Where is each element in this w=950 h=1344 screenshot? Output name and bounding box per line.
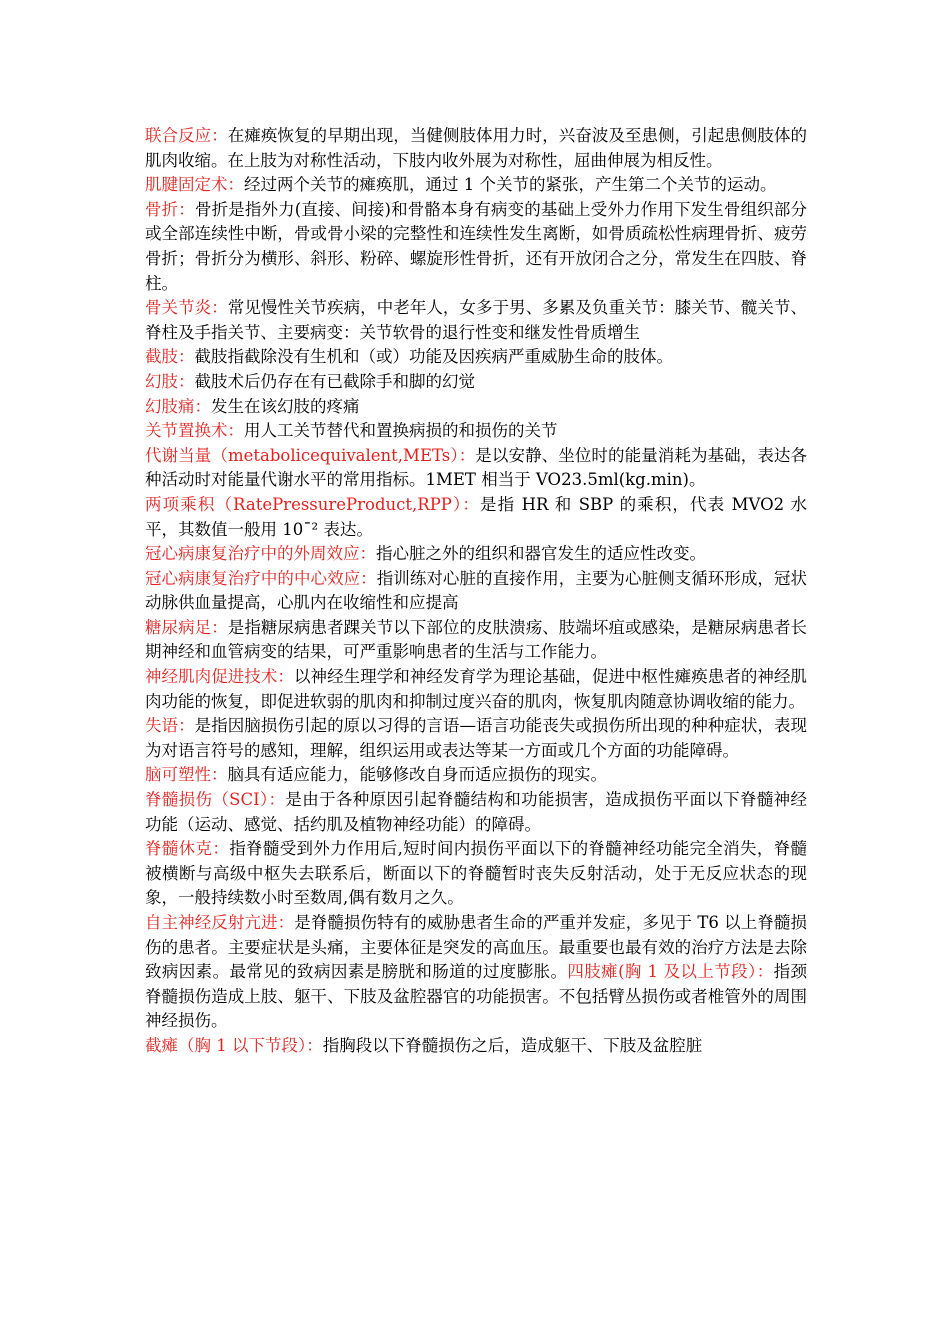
term-definition: 脑具有适应能力，能够修改自身而适应损伤的现实。 [227, 765, 607, 785]
term-label: 失语： [145, 716, 195, 736]
entry-spinal-shock [145, 837, 807, 911]
term-definition: 经过两个关节的瘫痪肌，通过 1 个关节的紧张，产生第二个关节的运动。 [244, 175, 777, 195]
term-definition: 常见慢性关节疾病，中老年人，女多于男、多累及负重关节：膝关节、髋关节、脊柱及手指关节、主要病变：关节软骨的退行性变和继发性骨质增生 [145, 298, 808, 342]
entry-phantom-limb-pain [145, 395, 807, 420]
term-label: 截肢： [145, 347, 195, 367]
term-label: 糖尿病足： [145, 617, 228, 637]
term-label: 骨折： [145, 199, 195, 219]
term-label: 自主神经反射亢进： [145, 913, 295, 932]
entry-amputation [145, 345, 807, 370]
entry-tenodesis [145, 173, 807, 198]
term-label: 脑可塑性： [145, 765, 228, 785]
entry-aphasia [145, 714, 807, 763]
term-definition: 以神经生理学和神经发育学为理论基础，促进中枢性瘫痪患者的神经肌肉功能的恢复，即促进软弱的肌肉和抑制过度兴奋的肌肉，恢复肌肉随意协调收缩的能力。 [145, 667, 808, 711]
term-label: 代谢当量（metabolicequivalent,METs）： [145, 445, 476, 465]
entry-paraplegia [145, 1034, 807, 1059]
term-label: 肌腱固定术： [145, 175, 244, 195]
entry-spinal-cord-injury [145, 788, 807, 837]
term-definition: 是指 HR 和 SBP 的乘积，代表 MVO2 水平，其数值一般用 10ˉ² 表达。 [145, 494, 808, 539]
entry-central-effect [145, 567, 807, 616]
term-definition: 是由于各种原因引起脊髓结构和功能损害，造成损伤平面以下脊髓神经功能（运动、感觉、括约肌及植物神经功能）的障碍。 [145, 790, 807, 834]
term-definition: 发生在该幻肢的疼痛 [211, 396, 360, 416]
entry-rpp [145, 493, 807, 542]
term-definition: 是以安静、坐位时的能量消耗为基础，表达各种活动时对能量代谢水平的常用指标。1MET 相当于 VO23.5ml(kg.min)。 [145, 445, 808, 490]
term-label: 脊髓损伤（SCI）： [145, 790, 286, 810]
term-definition: 是脊髓损伤特有的威胁患者生命的严重并发症，多见于 T6 以上脊髓损伤的患者。主要症状是头痛，主要体征是突发的高血压。最重要也最有效的治疗方法是去除致病因素。最常见的致病因素是膀胱和肠道的过度膨胀。 [145, 913, 808, 982]
term-definition-tetraplegia: 指颈脊髓损伤造成上肢、躯干、下肢及盆腔器官的功能损害。不包括臂丛损伤或者椎管外的周围神经损伤。 [145, 962, 808, 1031]
entry-phantom-limb [145, 370, 807, 395]
term-label: 联合反应： [145, 126, 228, 145]
term-label: 骨关节炎： [145, 298, 228, 318]
entry-osteoarthritis [145, 296, 807, 345]
term-label: 两项乘积（RatePressureProduct,RPP）： [145, 494, 480, 514]
entry-joint-replacement [145, 419, 807, 444]
term-label: 冠心病康复治疗中的中心效应： [145, 568, 377, 588]
entry-autonomic-dysreflexia [145, 911, 807, 1034]
term-definition: 用人工关节替代和置换病损的和损伤的关节 [244, 421, 558, 441]
entry-mets [145, 444, 807, 493]
entry-neuromuscular-facilitation [145, 665, 807, 714]
term-definition: 指训练对心脏的直接作用，主要为心脏侧支循环形成，冠状动脉供血量提高，心肌内在收缩性和应提高 [145, 568, 808, 613]
term-definition: 截肢术后仍存在有已截除手和脚的幻觉 [194, 371, 475, 391]
term-definition: 指脊髓受到外力作用后,短时间内损伤平面以下的脊髓神经功能完全消失，脊髓被横断与高级中枢失去联系后，断面以下的脊髓暂时丧失反射活动，处于无反应状态的现象，一般持续数小时至数周,偶有数月之久。 [145, 839, 807, 908]
term-definition: 截肢指截除没有生机和（或）功能及因疾病严重威胁生命的肢体。 [194, 347, 673, 367]
glossary-text [145, 124, 807, 1059]
term-label-tetraplegia: 四肢瘫(胸 1 及以上节段）： [567, 962, 774, 982]
term-label: 截瘫（胸 1 以下节段）： [145, 1035, 323, 1055]
entry-fracture [145, 198, 807, 296]
term-label: 幻肢： [145, 371, 195, 391]
term-label: 脊髓休克： [145, 839, 230, 859]
term-definition: 指胸段以下脊髓损伤之后，造成躯干、下肢及盆腔脏 [322, 1035, 703, 1055]
entry-associated-reaction [145, 124, 807, 173]
entry-brain-plasticity [145, 763, 807, 788]
term-definition: 是指因脑损伤引起的原以习得的言语—语言功能丧失或损伤所出现的种种症状，表现为对语言符号的感知，理解，组织运用或表达等某一方面或几个方面的功能障碍。 [145, 716, 808, 760]
term-definition: 是指糖尿病患者踝关节以下部位的皮肤溃疡、肢端坏疽或感染，是糖尿病患者长期神经和血管病变的结果，可严重影响患者的生活与工作能力。 [145, 617, 808, 662]
term-definition: 在瘫痪恢复的早期出现，当健侧肢体用力时，兴奋波及至患侧，引起患侧肢体的肌肉收缩。在上肢为对称性活动，下肢内收外展为对称性，屈曲伸展为相反性。 [145, 126, 808, 170]
entry-diabetic-foot [145, 616, 807, 665]
term-label: 冠心病康复治疗中的外周效应： [145, 544, 376, 564]
entry-peripheral-effect [145, 542, 807, 567]
term-label: 关节置换术： [145, 421, 244, 441]
term-definition: 指心脏之外的组织和器官发生的适应性改变。 [376, 544, 706, 564]
term-definition: 骨折是指外力(直接、间接)和骨骼本身有病变的基础上受外力作用下发生骨组织部分或全部连续性中断，骨或骨小梁的完整性和连续性发生离断，如骨质疏松性病理骨折、疲劳骨折；骨折分为横形、斜形、粉碎、螺旋形性骨折，还有开放闭合之分，常发生在四肢、脊柱。 [145, 199, 807, 293]
term-label: 神经肌肉促进技术： [145, 667, 294, 687]
term-label: 幻肢痛： [145, 396, 211, 416]
